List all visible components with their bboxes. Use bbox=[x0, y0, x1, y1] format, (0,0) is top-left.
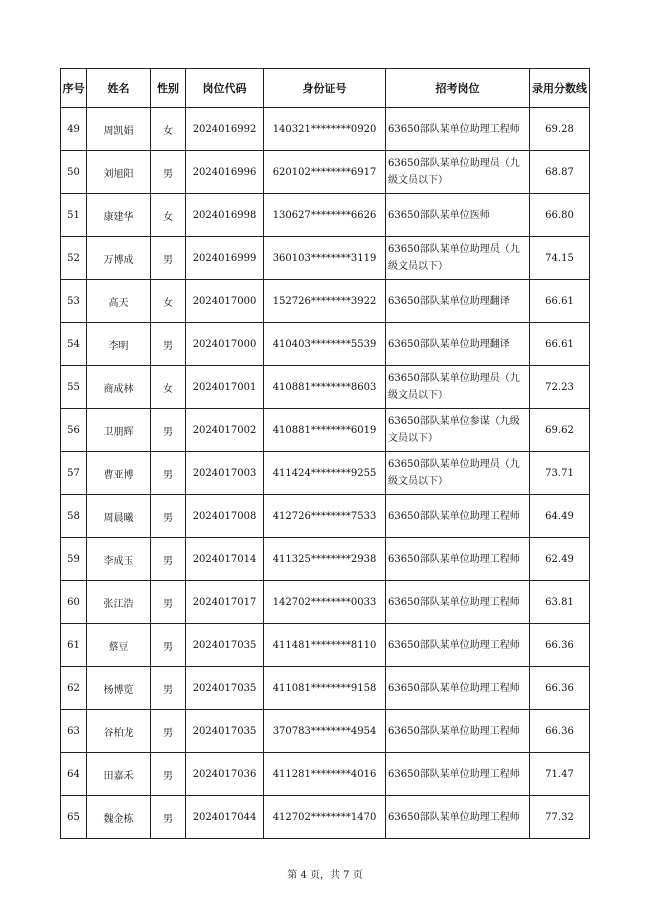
cell-post: 63650部队某单位医师 bbox=[386, 194, 530, 237]
cell-seq: 49 bbox=[61, 108, 87, 151]
cell-seq: 52 bbox=[61, 237, 87, 280]
results-table bbox=[60, 68, 590, 839]
cell-name: 周晨曦 bbox=[87, 495, 151, 538]
cell-post-code: 2024016996 bbox=[186, 151, 264, 194]
cell-name: 李明 bbox=[87, 323, 151, 366]
header-post-code: 岗位代码 bbox=[186, 69, 264, 108]
cell-score: 73.71 bbox=[530, 452, 590, 495]
cell-id-number: 410881********6019 bbox=[264, 409, 386, 452]
cell-seq: 61 bbox=[61, 624, 87, 667]
cell-name: 田嘉禾 bbox=[87, 753, 151, 796]
cell-name: 蔡豆 bbox=[87, 624, 151, 667]
cell-gender: 女 bbox=[151, 280, 186, 323]
cell-seq: 57 bbox=[61, 452, 87, 495]
cell-id-number: 370783********4954 bbox=[264, 710, 386, 753]
cell-score: 72.23 bbox=[530, 366, 590, 409]
cell-seq: 53 bbox=[61, 280, 87, 323]
cell-post: 63650部队某单位助理工程师 bbox=[386, 624, 530, 667]
cell-id-number: 411325********2938 bbox=[264, 538, 386, 581]
table-row bbox=[61, 409, 590, 452]
cell-id-number: 140321********0920 bbox=[264, 108, 386, 151]
cell-score: 68.87 bbox=[530, 151, 590, 194]
cell-score: 66.36 bbox=[530, 667, 590, 710]
table-row bbox=[61, 151, 590, 194]
cell-gender: 女 bbox=[151, 366, 186, 409]
cell-seq: 56 bbox=[61, 409, 87, 452]
cell-seq: 54 bbox=[61, 323, 87, 366]
cell-post: 63650部队某单位助理员（九级文员以下） bbox=[386, 366, 530, 409]
cell-name: 刘旭阳 bbox=[87, 151, 151, 194]
table-row bbox=[61, 667, 590, 710]
cell-post-code: 2024017036 bbox=[186, 753, 264, 796]
table-row bbox=[61, 366, 590, 409]
cell-post-code: 2024017002 bbox=[186, 409, 264, 452]
cell-id-number: 412726********7533 bbox=[264, 495, 386, 538]
cell-id-number: 411481********8110 bbox=[264, 624, 386, 667]
table-row bbox=[61, 624, 590, 667]
table-row bbox=[61, 495, 590, 538]
cell-gender: 男 bbox=[151, 237, 186, 280]
cell-name: 卫朋辉 bbox=[87, 409, 151, 452]
cell-seq: 63 bbox=[61, 710, 87, 753]
cell-post: 63650部队某单位助理工程师 bbox=[386, 710, 530, 753]
cell-seq: 62 bbox=[61, 667, 87, 710]
page-footer: 第 4 页，共 7 页 bbox=[287, 870, 363, 881]
cell-gender: 男 bbox=[151, 710, 186, 753]
cell-gender: 男 bbox=[151, 753, 186, 796]
cell-seq: 58 bbox=[61, 495, 87, 538]
cell-seq: 51 bbox=[61, 194, 87, 237]
cell-id-number: 412702********1470 bbox=[264, 796, 386, 839]
cell-score: 77.32 bbox=[530, 796, 590, 839]
cell-score: 66.80 bbox=[530, 194, 590, 237]
table-row bbox=[61, 194, 590, 237]
cell-name: 万博成 bbox=[87, 237, 151, 280]
cell-id-number: 410403********5539 bbox=[264, 323, 386, 366]
cell-gender: 男 bbox=[151, 624, 186, 667]
cell-gender: 男 bbox=[151, 495, 186, 538]
cell-post-code: 2024016999 bbox=[186, 237, 264, 280]
table-row bbox=[61, 452, 590, 495]
cell-post: 63650部队某单位助理翻译 bbox=[386, 323, 530, 366]
cell-id-number: 130627********6626 bbox=[264, 194, 386, 237]
cell-post: 63650部队某单位参谋（九级文员以下） bbox=[386, 409, 530, 452]
cell-seq: 55 bbox=[61, 366, 87, 409]
cell-name: 张江浩 bbox=[87, 581, 151, 624]
cell-gender: 男 bbox=[151, 538, 186, 581]
cell-post-code: 2024017035 bbox=[186, 624, 264, 667]
header-post: 招考岗位 bbox=[386, 69, 530, 108]
cell-name: 周凯娟 bbox=[87, 108, 151, 151]
cell-score: 63.81 bbox=[530, 581, 590, 624]
table-row bbox=[61, 753, 590, 796]
cell-score: 69.62 bbox=[530, 409, 590, 452]
cell-post-code: 2024017044 bbox=[186, 796, 264, 839]
header-seq: 序号 bbox=[61, 69, 87, 108]
cell-post: 63650部队某单位助理工程师 bbox=[386, 667, 530, 710]
header-score-line: 录用分数线 bbox=[530, 69, 590, 108]
cell-post-code: 2024017017 bbox=[186, 581, 264, 624]
cell-seq: 50 bbox=[61, 151, 87, 194]
header-id-number: 身份证号 bbox=[264, 69, 386, 108]
table-row bbox=[61, 538, 590, 581]
table-row bbox=[61, 710, 590, 753]
cell-post-code: 2024017014 bbox=[186, 538, 264, 581]
cell-score: 69.28 bbox=[530, 108, 590, 151]
cell-id-number: 620102********6917 bbox=[264, 151, 386, 194]
table-header-row bbox=[61, 69, 590, 108]
cell-score: 71.47 bbox=[530, 753, 590, 796]
header-name: 姓名 bbox=[87, 69, 151, 108]
cell-post: 63650部队某单位助理工程师 bbox=[386, 495, 530, 538]
cell-name: 高天 bbox=[87, 280, 151, 323]
table-row bbox=[61, 323, 590, 366]
cell-post: 63650部队某单位助理员（九级文员以下） bbox=[386, 452, 530, 495]
cell-post: 63650部队某单位助理工程师 bbox=[386, 796, 530, 839]
cell-name: 李成玉 bbox=[87, 538, 151, 581]
cell-score: 74.15 bbox=[530, 237, 590, 280]
cell-post: 63650部队某单位助理工程师 bbox=[386, 581, 530, 624]
cell-post: 63650部队某单位助理工程师 bbox=[386, 108, 530, 151]
cell-name: 商成林 bbox=[87, 366, 151, 409]
cell-post: 63650部队某单位助理员（九级文员以下） bbox=[386, 151, 530, 194]
cell-post-code: 2024017003 bbox=[186, 452, 264, 495]
cell-seq: 60 bbox=[61, 581, 87, 624]
cell-score: 66.61 bbox=[530, 323, 590, 366]
table-row bbox=[61, 796, 590, 839]
cell-post-code: 2024017035 bbox=[186, 667, 264, 710]
cell-gender: 男 bbox=[151, 323, 186, 366]
cell-gender: 女 bbox=[151, 108, 186, 151]
cell-post-code: 2024016992 bbox=[186, 108, 264, 151]
cell-name: 谷柏龙 bbox=[87, 710, 151, 753]
cell-score: 64.49 bbox=[530, 495, 590, 538]
cell-id-number: 360103********3119 bbox=[264, 237, 386, 280]
cell-post-code: 2024016998 bbox=[186, 194, 264, 237]
cell-score: 66.36 bbox=[530, 710, 590, 753]
cell-seq: 65 bbox=[61, 796, 87, 839]
cell-gender: 男 bbox=[151, 667, 186, 710]
cell-post-code: 2024017035 bbox=[186, 710, 264, 753]
cell-gender: 男 bbox=[151, 409, 186, 452]
cell-name: 杨博览 bbox=[87, 667, 151, 710]
table-row bbox=[61, 108, 590, 151]
cell-score: 62.49 bbox=[530, 538, 590, 581]
cell-post: 63650部队某单位助理翻译 bbox=[386, 280, 530, 323]
cell-seq: 64 bbox=[61, 753, 87, 796]
cell-gender: 男 bbox=[151, 151, 186, 194]
cell-post-code: 2024017000 bbox=[186, 323, 264, 366]
cell-id-number: 411081********9158 bbox=[264, 667, 386, 710]
cell-post: 63650部队某单位助理工程师 bbox=[386, 753, 530, 796]
cell-gender: 女 bbox=[151, 194, 186, 237]
cell-id-number: 411281********4016 bbox=[264, 753, 386, 796]
cell-seq: 59 bbox=[61, 538, 87, 581]
cell-id-number: 410881********8603 bbox=[264, 366, 386, 409]
cell-gender: 男 bbox=[151, 452, 186, 495]
table-row bbox=[61, 581, 590, 624]
cell-score: 66.36 bbox=[530, 624, 590, 667]
cell-id-number: 411424********9255 bbox=[264, 452, 386, 495]
cell-name: 魏金栋 bbox=[87, 796, 151, 839]
header-gender: 性别 bbox=[151, 69, 186, 108]
cell-id-number: 152726********3922 bbox=[264, 280, 386, 323]
cell-post-code: 2024017008 bbox=[186, 495, 264, 538]
table-row bbox=[61, 237, 590, 280]
cell-post-code: 2024017000 bbox=[186, 280, 264, 323]
table-row bbox=[61, 280, 590, 323]
cell-id-number: 142702********0033 bbox=[264, 581, 386, 624]
cell-gender: 男 bbox=[151, 581, 186, 624]
cell-post-code: 2024017001 bbox=[186, 366, 264, 409]
cell-name: 曹亚博 bbox=[87, 452, 151, 495]
cell-post: 63650部队某单位助理工程师 bbox=[386, 538, 530, 581]
cell-post: 63650部队某单位助理员（九级文员以下） bbox=[386, 237, 530, 280]
cell-gender: 男 bbox=[151, 796, 186, 839]
cell-name: 康建华 bbox=[87, 194, 151, 237]
cell-score: 66.61 bbox=[530, 280, 590, 323]
